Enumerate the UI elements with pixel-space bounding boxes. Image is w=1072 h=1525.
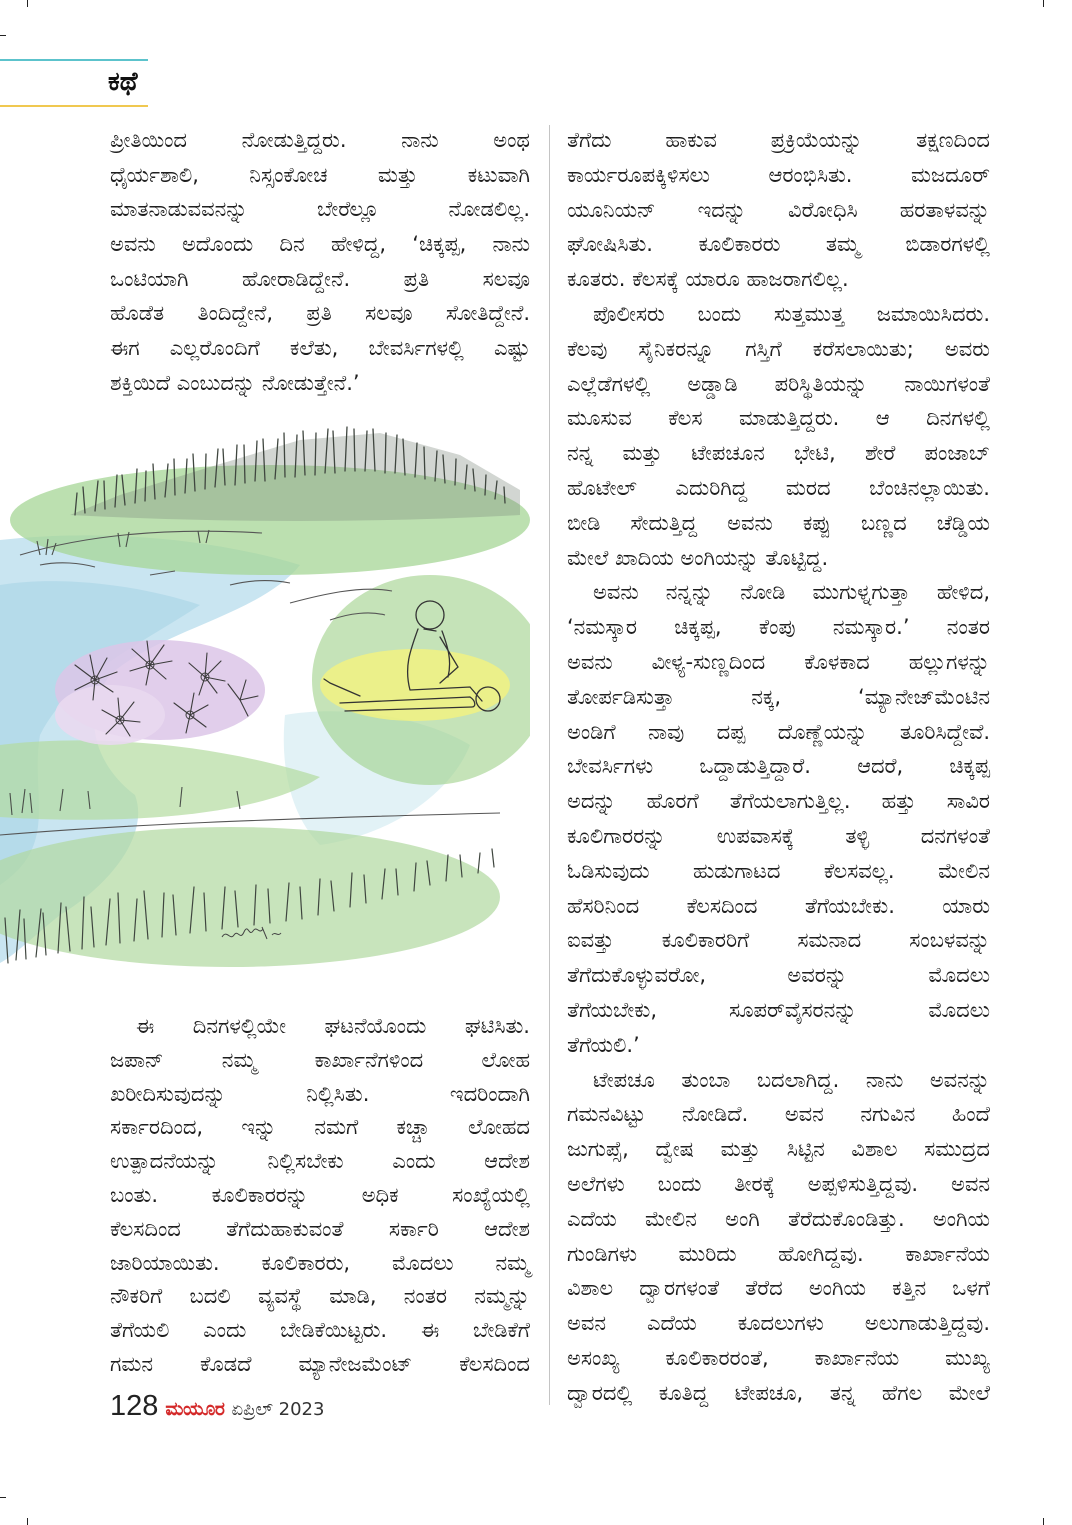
text-line: ಗಮನ ಕೊಡದೆ ಮ್ಯಾನೇಜಮೆಂಟ್ ಕೆಲಸದಿಂದ — [110, 1351, 530, 1376]
text-line: ಗುಂಡಿಗಳು ಮುರಿದು ಹೋಗಿದ್ದವು. ಕಾರ್ಖಾನೆಯ — [567, 1241, 990, 1266]
text-line: ಬೇವರ್ಸಿಗಳು ಒದ್ದಾಡುತ್ತಿದ್ದಾರೆ. ಆದರೆ, ಚಿಕ್ಕಪ್ಪ — [567, 754, 990, 779]
text-line: ಅವನು ವೀಳ್ಯ-ಸುಣ್ಣದಿಂದ ಕೊಳಕಾದ ಹಲ್ಲುಗಳನ್ನು — [567, 649, 990, 674]
paragraph — [567, 297, 990, 575]
text-line: ಟೇಪಚೂ ತುಂಬಾ ಬದಲಾಗಿದ್ದ. ನಾನು ಅವನನ್ನು — [593, 1067, 990, 1092]
left-column-bottom — [110, 1010, 530, 1382]
paragraph — [110, 1010, 530, 1382]
left-column-top — [110, 123, 530, 401]
text-line: ಯೂನಿಯನ್ ಇದನ್ನು ವಿರೋಧಿಸಿ ಹರತಾಳವನ್ನು — [567, 197, 990, 222]
text-line: ಕೂಲಿಗಾರರನ್ನು ಉಪವಾಸಕ್ಕೆ ತಳ್ಳಿ ದನಗಳಂತೆ — [567, 823, 990, 848]
text-line: ಮೂಸುವ ಕೆಲಸ ಮಾಡುತ್ತಿದ್ದರು. ಆ ದಿನಗಳಲ್ಲಿ — [567, 406, 990, 431]
text-line: ಈ ದಿನಗಳಲ್ಲಿಯೇ ಘಟನೆಯೊಂದು ಘಟಿಸಿತು. — [136, 1014, 530, 1038]
text-line: ಹೆಸರಿನಿಂದ ಕೆಲಸದಿಂದ ತೆಗೆಯಬೇಕು. ಯಾರು — [567, 893, 990, 918]
right-column — [567, 123, 990, 1410]
text-line: ತೆಗೆದು ಹಾಕುವ ಪ್ರಕ್ರಿಯೆಯನ್ನು ತಕ್ಷಣದಿಂದ — [567, 128, 990, 152]
header-rule-teal — [0, 59, 148, 61]
paragraph — [567, 575, 990, 1062]
text-line: ಮೇಲೆ ಖಾದಿಯ ಅಂಗಿಯನ್ನು ತೊಟ್ಟಿದ್ದ. — [567, 545, 829, 570]
text-line: ಖರೀದಿಸುವುದನ್ನು ನಿಲ್ಲಿಸಿತು. ಇದರಿಂದಾಗಿ — [110, 1081, 530, 1106]
crop-mark — [0, 1497, 6, 1498]
magazine-logo: ಮಯೂರ — [165, 1398, 225, 1420]
paragraph — [567, 123, 990, 297]
page-footer — [110, 1390, 324, 1430]
grass-wash-middle — [0, 740, 320, 819]
paragraph — [110, 123, 530, 401]
text-line: ಒಂಟಿಯಾಗಿ ಹೋರಾಡಿದ್ದೇನೆ. ಪ್ರತಿ ಸಲವೂ — [110, 266, 530, 291]
crop-mark — [1043, 0, 1044, 7]
grass-wash-bottom — [0, 827, 500, 967]
text-line: ಪ್ರೀತಿಯಿಂದ ನೋಡುತ್ತಿದ್ದರು. ನಾನು ಅಂಥ — [110, 128, 530, 152]
text-line: ನನ್ನ ಮತ್ತು ಟೇಪಚೂನ ಭೇಟಿ, ಶೇರೆ ಪಂಜಾಬ್ — [567, 441, 990, 466]
text-line: ಅದನ್ನು ಹೊರಗೆ ತೆಗೆಯಲಾಗುತ್ತಿಲ್ಲ. ಹತ್ತು ಸಾವಿರ — [567, 789, 990, 814]
text-line: ಜಾರಿಯಾಯಿತು. ಕೂಲಿಕಾರರು, ಮೊದಲು ನಮ್ಮ — [110, 1250, 530, 1275]
flower-wash — [55, 640, 265, 745]
text-line: ಐವತ್ತು ಕೂಲಿಕಾರರಿಗೆ ಸಮನಾದ ಸಂಬಳವನ್ನು — [567, 928, 990, 953]
text-line: ಪೊಲೀಸರು ಬಂದು ಸುತ್ತಮುತ್ತ ಜಮಾಯಿಸಿದರು. — [593, 301, 990, 326]
text-line: ಬೀಡಿ ಸೇದುತ್ತಿದ್ದ ಅವನು ಕಪ್ಪು ಬಣ್ಣದ ಚೆಡ್ಡಿಯ — [567, 510, 990, 535]
text-line: ತೆಗೆದುಕೊಳ್ಳುವರೋ, ಅವರನ್ನು ಮೊದಲು — [567, 963, 990, 988]
text-line: ಘೋಷಿಸಿತು. ಕೂಲಿಕಾರರು ತಮ್ಮ ಬಿಡಾರಗಳಲ್ಲಿ — [567, 232, 990, 257]
text-line: ತೆಗೆಯಲಿ.’ — [567, 1032, 640, 1057]
paragraph — [567, 1063, 990, 1411]
story-illustration — [0, 415, 530, 975]
text-line: ತೆಗೆಯಬೇಕು, ಸೂಪರ್‌ವೈಸರನನ್ನು ಮೊದಲು — [567, 997, 990, 1022]
crop-mark — [27, 0, 28, 7]
page-number: 128 — [110, 1390, 159, 1422]
section-title: ಕಥೆ — [108, 67, 138, 97]
text-line: ಜಪಾನ್ ನಮ್ಮ ಕಾರ್ಖಾನೆಗಳಿಂದ ಲೋಹ — [110, 1047, 530, 1072]
text-line: ನೌಕರಿಗೆ ಬದಲಿ ವ್ಯವಸ್ಥೆ ಮಾಡಿ, ನಂತರ ನಮ್ಮನ್ನು — [110, 1284, 530, 1309]
text-line: ಸರ್ಕಾರದಿಂದ, ಇನ್ನು ನಮಗೆ ಕಚ್ಚಾ ಲೋಹದ — [110, 1115, 530, 1140]
crop-mark — [27, 1518, 28, 1525]
column-divider — [549, 125, 550, 1405]
text-line: ದ್ವಾರದಲ್ಲಿ ಕೂತಿದ್ದ ಟೇಪಚೂ, ತನ್ನ ಹೆಗಲ ಮೇಲೆ — [567, 1380, 990, 1405]
crop-mark — [1043, 1518, 1044, 1525]
text-line: ಅವನ ಎದೆಯ ಕೂದಲುಗಳು ಅಲುಗಾಡುತ್ತಿದ್ದವು. — [567, 1311, 990, 1336]
text-line: ತೋರ್ಪಡಿಸುತ್ತಾ ನಕ್ಕ, ‘ಮ್ಯಾನೇಜ್‌ಮೆಂಟಿನ — [567, 684, 990, 709]
text-line: ಕೆಲಸದಿಂದ ತೆಗೆದುಹಾಕುವಂತೆ ಸರ್ಕಾರಿ ಆದೇಶ — [110, 1216, 530, 1241]
text-line: ವಿಶಾಲ ದ್ವಾರಗಳಂತೆ ತೆರೆದ ಅಂಗಿಯ ಕತ್ತಿನ ಒಳಗೆ — [567, 1276, 990, 1301]
issue-date: ಏಪ್ರಿಲ್ 2023 — [231, 1399, 325, 1420]
text-line: ಅಂಡಿಗೆ ನಾವು ದಪ್ಪ ದೊಣ್ಣೆಯನ್ನು ತೂರಿಸಿದ್ದೇವೆ. — [567, 719, 990, 744]
text-line: ತೆಗೆಯಲಿ ಎಂದು ಬೇಡಿಕೆಯಿಟ್ಟರು. ಈ ಬೇಡಿಕೆಗೆ — [110, 1318, 530, 1343]
text-line: ಅಲೆಗಳು ಬಂದು ತೀರಕ್ಕೆ ಅಪ್ಪಳಿಸುತ್ತಿದ್ದವು. ಅವನ — [567, 1171, 990, 1196]
text-line: ಉತ್ಪಾದನೆಯನ್ನು ನಿಲ್ಲಿಸಬೇಕು ಎಂದು ಆದೇಶ — [110, 1149, 530, 1174]
text-line: ‘ನಮಸ್ಕಾರ ಚಿಕ್ಕಪ್ಪ, ಕೆಂಪು ನಮಸ್ಕಾರ.’ ನಂತರ — [567, 615, 990, 640]
text-line: ಈಗ ಎಲ್ಲರೊಂದಿಗೆ ಕಲೆತು, ಬೇವರ್ಸಿಗಳಲ್ಲಿ ಎಷ್ಟು — [110, 336, 530, 361]
text-line: ಕೆಲವು ಸೈನಿಕರನ್ನೂ ಗಸ್ತಿಗೆ ಕರೆಸಲಾಯಿತು; ಅವರು — [567, 336, 990, 361]
text-line: ಮಾತನಾಡುವವನನ್ನು ಬೇರೆಲ್ಲೂ ನೋಡಲಿಲ್ಲ. — [110, 197, 530, 222]
text-line: ಅವನು ಅದೊಂದು ದಿನ ಹೇಳಿದ್ದ, ‘ಚಿಕ್ಕಪ್ಪ, ನಾನು — [110, 232, 530, 257]
text-line: ಕೂತರು. ಕೆಲಸಕ್ಕೆ ಯಾರೂ ಹಾಜರಾಗಲಿಲ್ಲ. — [567, 267, 849, 292]
text-line: ಬಂತು. ಕೂಲಿಕಾರರನ್ನು ಅಧಿಕ ಸಂಖ್ಯೆಯಲ್ಲಿ — [110, 1182, 530, 1207]
text-line: ಗಮನವಿಟ್ಟು ನೋಡಿದೆ. ಅವನ ನಗುವಿನ ಹಿಂದೆ — [567, 1102, 990, 1127]
text-line: ಓಡಿಸುವುದು ಹುಡುಗಾಟದ ಕೆಲಸವಲ್ಲ. ಮೇಲಿನ — [567, 858, 990, 883]
text-line: ಅವನು ನನ್ನನ್ನು ನೋಡಿ ಮುಗುಳ್ನಗುತ್ತಾ ಹೇಳಿದ, — [593, 580, 990, 605]
text-line: ಎದೆಯ ಮೇಲಿನ ಅಂಗಿ ತೆರೆದುಕೊಂಡಿತ್ತು. ಅಂಗಿಯ — [567, 1206, 990, 1231]
text-line: ಜುಗುಪ್ಸೆ, ದ್ವೇಷ ಮತ್ತು ಸಿಟ್ಟಿನ ವಿಶಾಲ ಸಮುದ್ರದ — [567, 1137, 990, 1162]
text-line: ಧೈರ್ಯಶಾಲಿ, ನಿಸ್ಸಂಕೋಚ ಮತ್ತು ಕಟುವಾಗಿ — [110, 162, 530, 187]
text-line: ಎಲ್ಲೆಡೆಗಳಲ್ಲಿ ಅಡ್ಡಾಡಿ ಪರಿಸ್ಥಿತಿಯನ್ನು ನಾಯಿಗಳಂತೆ — [567, 371, 990, 396]
text-line: ಹೊಟೇಲ್ ಎದುರಿಗಿದ್ದ ಮರದ ಬೆಂಚಿನಲ್ಲಾಯಿತು. — [567, 475, 990, 500]
text-line: ಅಸಂಖ್ಯ ಕೂಲಿಕಾರರಂತೆ, ಕಾರ್ಖಾನೆಯ ಮುಖ್ಯ — [567, 1345, 990, 1370]
text-line: ಹೊಡೆತ ತಿಂದಿದ್ದೇನೆ, ಪ್ರತಿ ಸಲವೂ ಸೋತಿದ್ದೇನೆ. — [110, 301, 530, 326]
crop-mark — [0, 35, 6, 36]
sunlit-patch — [320, 649, 510, 721]
text-line: ಕಾರ್ಯರೂಪಕ್ಕಿಳಿಸಲು ಆರಂಭಿಸಿತು. ಮಜದೂರ್ — [567, 162, 990, 187]
text-line: ಶಕ್ತಿಯಿದೆ ಎಂಬುದನ್ನು ನೋಡುತ್ತೇನೆ.’ — [110, 370, 360, 395]
header-rule-yellow — [0, 105, 148, 107]
